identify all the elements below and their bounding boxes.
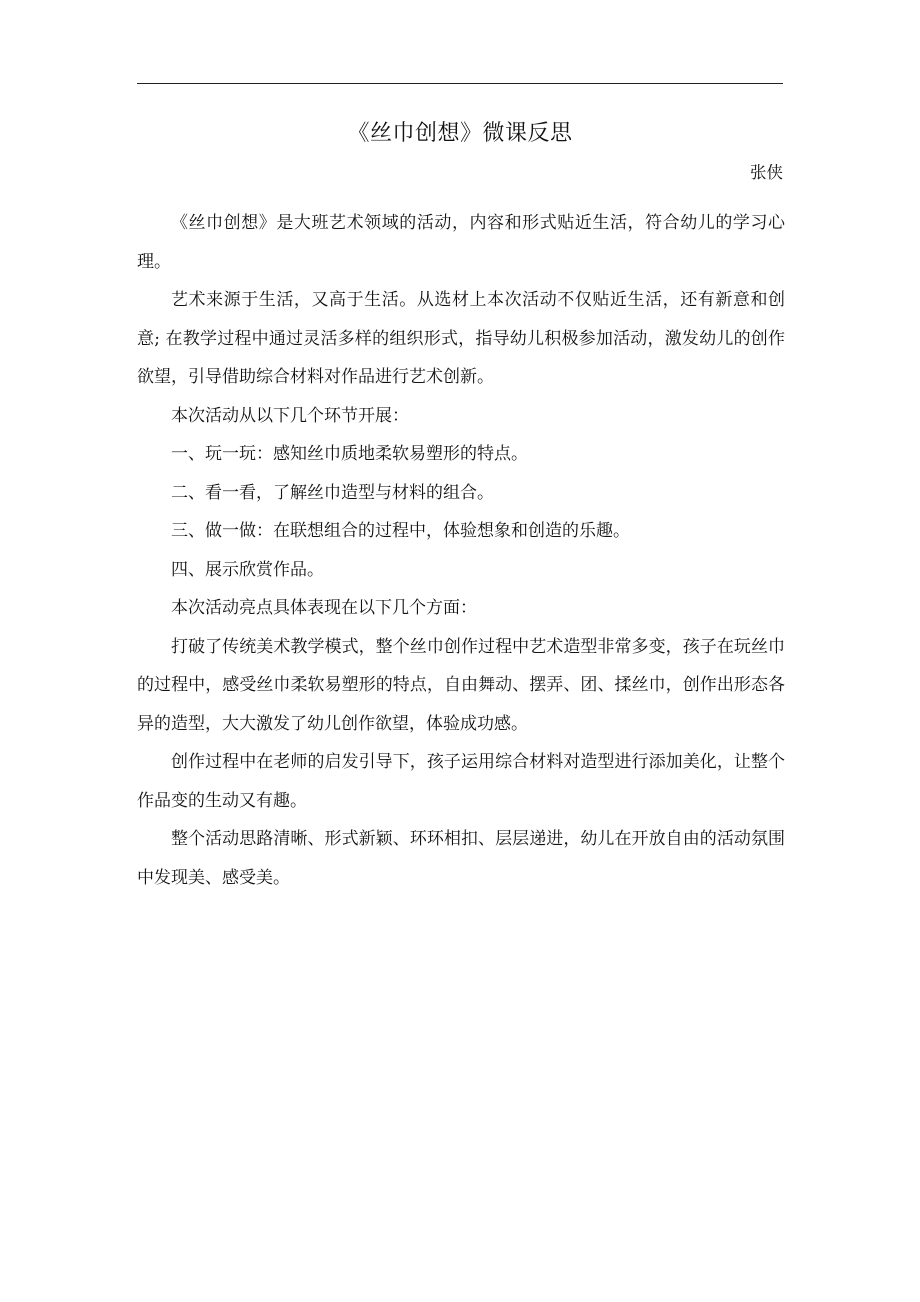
paragraph: 艺术来源于生活，又高于生活。从选材上本次活动不仅贴近生活，还有新意和创意; 在教学过程中通过灵活多样的组织形式，指导幼儿积极参加活动，激发幼儿的创作欲望，引导借助综合材料对作品进行艺术创新。 — [137, 290, 785, 387]
page-title: 《丝巾创想》微课反思 — [347, 121, 573, 146]
list-item: 四、展示欣赏作品。 — [171, 559, 324, 580]
document-body — [137, 204, 785, 897]
paragraph: 打破了传统美术教学模式，整个丝巾创作过程中艺术造型非常多变，孩子在玩丝巾的过程中，感受丝巾柔软易塑形的特点，自由舞动、摆弄、团、揉丝巾，创作出形态各异的造型，大大激发了幼儿创作欲望，体验成功感。 — [137, 636, 785, 734]
paragraph: 本次活动亮点具体表现在以下几个方面： — [171, 598, 477, 618]
list-item: 一、玩一玩：感知丝巾质地柔软易塑形的特点。 — [171, 444, 528, 464]
paragraph: 整个活动思路清晰、形式新颖、环环相扣、层层递进，幼儿在开放自由的活动氛围中发现美、感受美。 — [137, 829, 785, 888]
author-name: 张侠 — [750, 163, 783, 182]
header-rule — [137, 83, 783, 84]
paragraph: 创作过程中在老师的启发引导下，孩子运用综合材料对造型进行添加美化，让整个作品变的生动又有趣。 — [137, 752, 785, 811]
list-item: 三、做一做：在联想组合的过程中，体验想象和创造的乐趣。 — [171, 521, 630, 541]
list-item: 二、看一看，了解丝巾造型与材料的组合。 — [171, 482, 494, 503]
paragraph: 《丝巾创想》是大班艺术领域的活动，内容和形式贴近生活，符合幼儿的学习心理。 — [137, 213, 785, 272]
paragraph: 本次活动从以下几个环节开展： — [171, 405, 409, 426]
